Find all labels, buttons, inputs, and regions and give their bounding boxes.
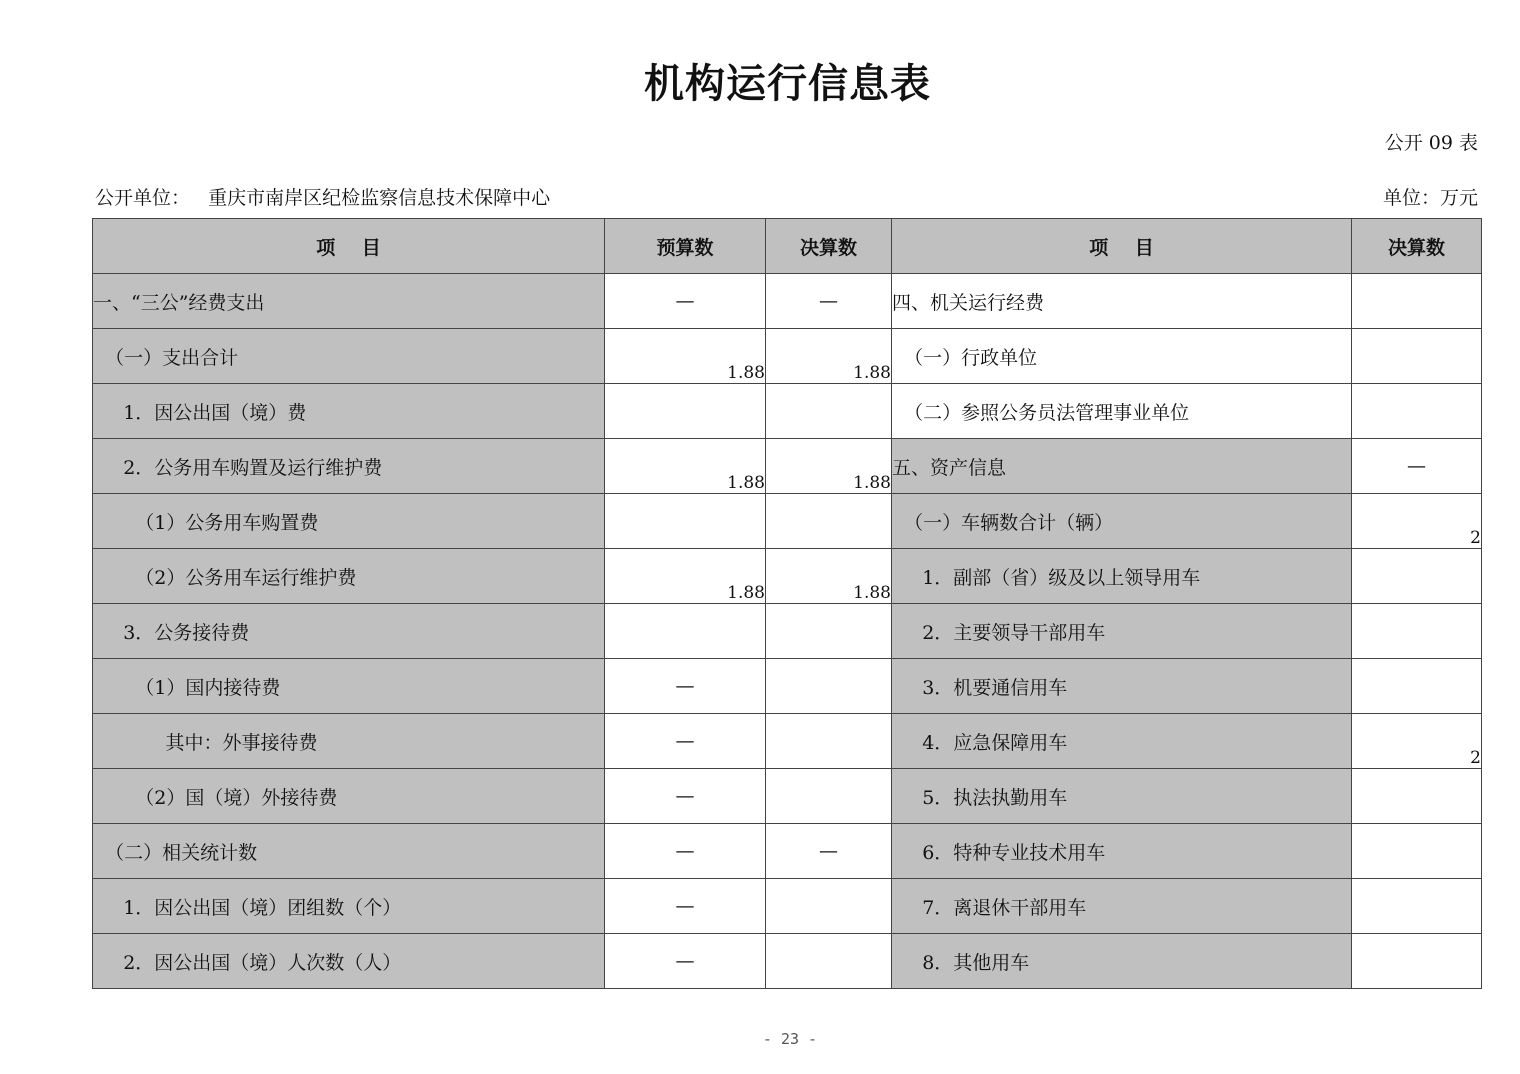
table-header-row xyxy=(93,219,1482,274)
row-budget-value: 1.88 xyxy=(605,439,766,494)
page-title: 机构运行信息表 xyxy=(644,61,931,107)
currency-unit: 单位：万元 xyxy=(1382,187,1478,209)
row-item-label: （2）公务用车运行维护费 xyxy=(93,549,605,604)
row-item-label: （1）公务用车购置费 xyxy=(93,494,605,549)
institution-operation-table xyxy=(92,218,1482,989)
row-final-value xyxy=(766,879,892,934)
table-row xyxy=(93,824,1482,879)
row-item-label: 2．公务用车购置及运行维护费 xyxy=(93,439,605,494)
table-row xyxy=(93,439,1482,494)
row-budget-value: — xyxy=(605,274,766,329)
row-right-final-value xyxy=(1352,769,1482,824)
table-row xyxy=(93,934,1482,989)
row-right-item-label: 3．机要通信用车 xyxy=(892,659,1352,714)
table-row xyxy=(93,604,1482,659)
row-item-label: 1．因公出国（境）团组数（个） xyxy=(93,879,605,934)
row-right-item-label: （一）行政单位 xyxy=(892,329,1352,384)
header-final-left: 决算数 xyxy=(766,219,892,274)
row-final-value xyxy=(766,769,892,824)
row-final-value xyxy=(766,494,892,549)
row-budget-value: — xyxy=(605,934,766,989)
row-item-label: （一）支出合计 xyxy=(93,329,605,384)
row-right-final-value: 2 xyxy=(1352,714,1482,769)
table-row xyxy=(93,549,1482,604)
row-final-value xyxy=(766,714,892,769)
reporting-unit: 公开单位： 重庆市南岸区纪检监察信息技术保障中心 xyxy=(95,187,551,209)
row-right-item-label: 四、机关运行经费 xyxy=(892,274,1352,329)
table-row xyxy=(93,329,1482,384)
row-right-item-label: 5．执法执勤用车 xyxy=(892,769,1352,824)
row-right-final-value xyxy=(1352,604,1482,659)
form-code: 公开 09 表 xyxy=(1384,132,1478,154)
row-item-label: （2）国（境）外接待费 xyxy=(93,769,605,824)
row-right-item-label: 8．其他用车 xyxy=(892,934,1352,989)
row-final-value xyxy=(766,934,892,989)
row-item-label: （1）国内接待费 xyxy=(93,659,605,714)
row-final-value xyxy=(766,384,892,439)
table-row xyxy=(93,274,1482,329)
row-final-value xyxy=(766,659,892,714)
row-budget-value: — xyxy=(605,824,766,879)
row-right-item-label: 五、资产信息 xyxy=(892,439,1352,494)
row-right-item-label: （一）车辆数合计（辆） xyxy=(892,494,1352,549)
row-right-final-value xyxy=(1352,659,1482,714)
row-budget-value: — xyxy=(605,769,766,824)
row-right-item-label: 1．副部（省）级及以上领导用车 xyxy=(892,549,1352,604)
row-budget-value xyxy=(605,384,766,439)
row-final-value: 1.88 xyxy=(766,439,892,494)
row-right-final-value xyxy=(1352,549,1482,604)
row-budget-value: 1.88 xyxy=(605,329,766,384)
row-budget-value: 1.88 xyxy=(605,549,766,604)
row-final-value: 1.88 xyxy=(766,329,892,384)
row-right-final-value: — xyxy=(1352,439,1482,494)
row-right-item-label: 2．主要领导干部用车 xyxy=(892,604,1352,659)
row-right-final-value xyxy=(1352,274,1482,329)
row-item-label: 3．公务接待费 xyxy=(93,604,605,659)
row-right-item-label: 7．离退休干部用车 xyxy=(892,879,1352,934)
row-budget-value xyxy=(605,494,766,549)
table-row xyxy=(93,494,1482,549)
row-right-item-label: 6．特种专业技术用车 xyxy=(892,824,1352,879)
row-item-label: 1．因公出国（境）费 xyxy=(93,384,605,439)
row-final-value: — xyxy=(766,274,892,329)
row-budget-value: — xyxy=(605,714,766,769)
header-item-right: 项 目 xyxy=(892,219,1352,274)
row-right-final-value xyxy=(1352,384,1482,439)
row-final-value: — xyxy=(766,824,892,879)
table-row xyxy=(93,659,1482,714)
header-final-right: 决算数 xyxy=(1352,219,1482,274)
row-right-final-value xyxy=(1352,934,1482,989)
row-item-label: 2．因公出国（境）人次数（人） xyxy=(93,934,605,989)
row-item-label: 一、“三公”经费支出 xyxy=(93,274,605,329)
row-right-final-value: 2 xyxy=(1352,494,1482,549)
table-row xyxy=(93,714,1482,769)
row-item-label: 其中：外事接待费 xyxy=(93,714,605,769)
page-number: - 23 - xyxy=(762,1030,818,1048)
table-row xyxy=(93,769,1482,824)
row-right-item-label: 4．应急保障用车 xyxy=(892,714,1352,769)
row-right-item-label: （二）参照公务员法管理事业单位 xyxy=(892,384,1352,439)
row-budget-value: — xyxy=(605,659,766,714)
row-item-label: （二）相关统计数 xyxy=(93,824,605,879)
header-budget: 预算数 xyxy=(605,219,766,274)
row-budget-value: — xyxy=(605,879,766,934)
row-right-final-value xyxy=(1352,879,1482,934)
row-budget-value xyxy=(605,604,766,659)
table-row xyxy=(93,384,1482,439)
row-final-value: 1.88 xyxy=(766,549,892,604)
header-item-left: 项 目 xyxy=(93,219,605,274)
table-row xyxy=(93,879,1482,934)
row-final-value xyxy=(766,604,892,659)
row-right-final-value xyxy=(1352,329,1482,384)
row-right-final-value xyxy=(1352,824,1482,879)
